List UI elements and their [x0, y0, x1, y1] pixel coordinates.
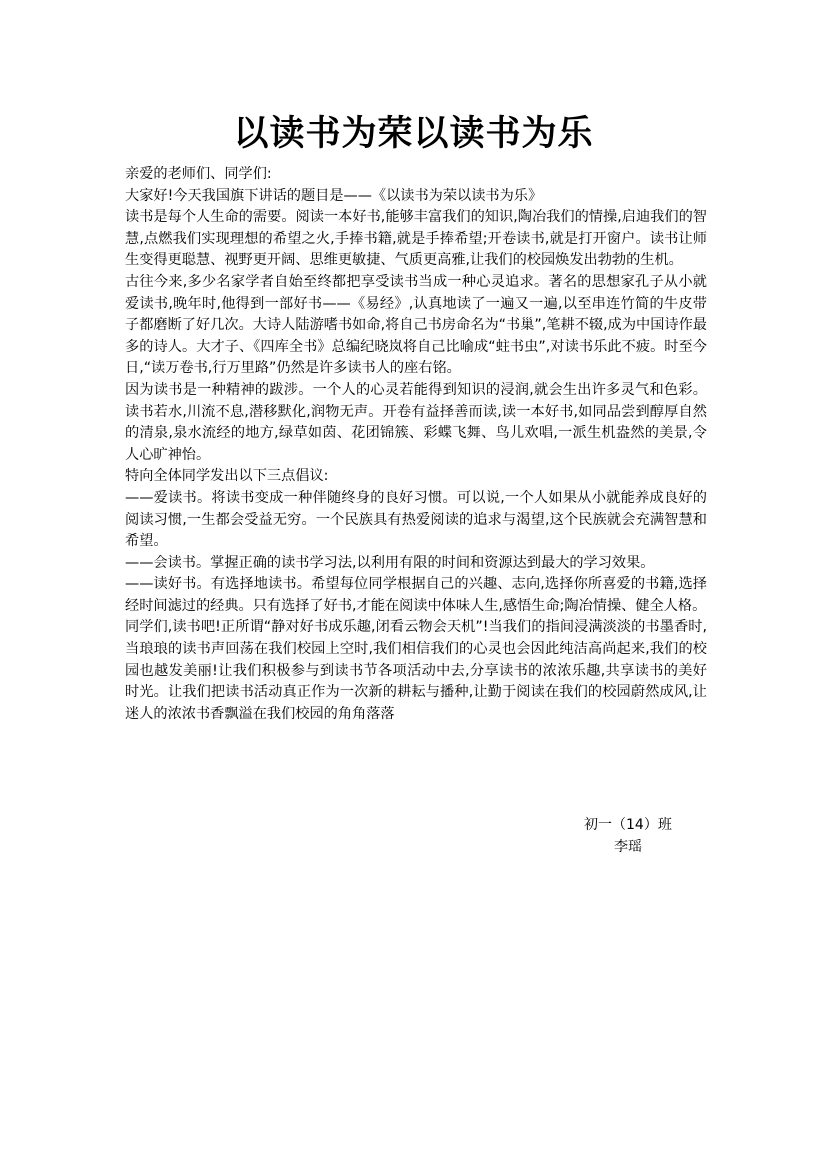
proposal-item: ——爱读书。将读书变成一种伴随终身的良好习惯。可以说,一个人如果从小就能养成良好的阅读习惯,一生都会受益无穷。一个民族具有热爱阅读的追求与渴望,这个民族就会充满智慧和希望。: [125, 489, 707, 550]
paragraph: 因为读书是一种精神的跋涉。一个人的心灵若能得到知识的浸润,就会生出许多灵气和色彩。读书若水,川流不息,潜移默化,润物无声。开卷有益择善而读,读一本好书,如同品尝到醇厚自然的清泉,泉水流经的地方,绿草如茵、花团锦簇、彩蝶飞舞、鸟儿欢唱,一派生机盎然的美景,令人心旷神怡。: [125, 381, 707, 463]
document-title: 以读书为荣以读书为乐: [233, 114, 594, 154]
signature-class: 初一（14）班: [584, 817, 672, 833]
proposal-item: ——会读书。掌握正确的读书学习法,以利用有限的时间和资源达到最大的学习效果。: [125, 554, 655, 571]
signature-block: [540, 814, 740, 858]
greeting-paragraph: 大家好!今天我国旗下讲话的题目是——《以读书为荣以读书为乐》: [125, 187, 543, 204]
salutation: 亲爱的老师们、同学们:: [125, 166, 272, 182]
speech-body: [125, 164, 707, 725]
proposal-item: ——读好书。有选择地读书。希望每位同学根据自己的兴趣、志向,选择你所喜爱的书籍,选择经时间滤过的经典。只有选择了好书,才能在阅读中体味人生,感悟生命;陶冶情操、健全人格。: [125, 576, 707, 614]
signature-name: 李瑶: [614, 839, 642, 855]
closing-paragraph: 同学们,读书吧!正所谓“静对好书成乐趣,闭看云物会天机”!当我们的指间浸满淡淡的书墨香时,当琅琅的读书声回荡在我们校园上空时,我们相信我们的心灵也会因此纯洁高尚起来,我们的校园也越发美丽!让我们积极参与到读书节各项活动中去,分享读书的浓浓乐趣,共享读书的美好时光。让我们把读书活动真正作为一次新的耕耘与播种,让勤于阅读在我们的校园蔚然成风,让迷人的浓浓书香飘溢在我们校园的角角落落: [125, 619, 707, 722]
paragraph: 读书是每个人生命的需要。阅读一本好书,能够丰富我们的知识,陶冶我们的情操,启迪我们的智慧,点燃我们实现理想的希望之火,手捧书籍,就是手捧希望;开卷读书,就是打开窗户。读书让师生变得更聪慧、视野更开阔、思维更敏捷、气质更高雅,让我们的校园焕发出勃勃的生机。: [125, 209, 707, 269]
proposal-intro: 特向全体同学发出以下三点倡议:: [125, 468, 329, 485]
paragraph: 古往今来,多少名家学者自始至终都把享受读书当成一种心灵追求。著名的思想家孔子从小就爱读书,晚年时,他得到一部好书——《易经》,认真地读了一遍又一遍,以至串连竹简的牛皮带子都磨断了好几次。大诗人陆游嗜书如命,将自己书房命名为“书巢”,笔耕不辍,成为中国诗作最多的诗人。大才子、《四库全书》总编纪晓岚将自己比喻成“蛀书虫”,对读书乐此不疲。时至今日,“读万卷书,行万里路”仍然是许多读书人的座右铭。: [125, 273, 707, 377]
